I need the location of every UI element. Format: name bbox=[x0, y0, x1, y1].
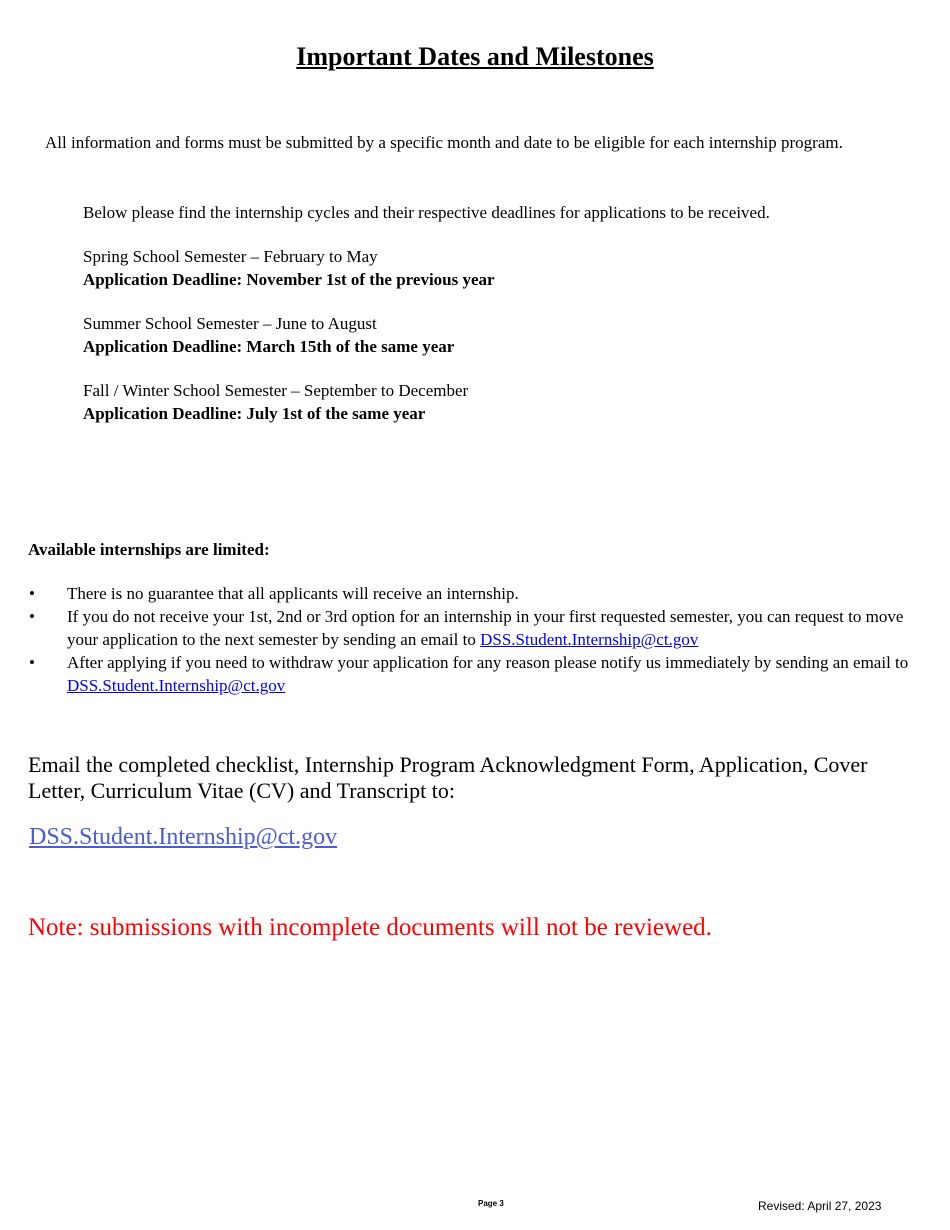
page-title: Important Dates and Milestones bbox=[296, 42, 654, 71]
cycle-deadline: Application Deadline: July 1st of the same year bbox=[83, 404, 426, 423]
cycles-intro: Below please find the internship cycles and their respective deadlines for applications to be received. bbox=[83, 203, 770, 222]
list-item-text: There is no guarantee that all applicants will receive an internship. bbox=[67, 584, 519, 603]
list-item bbox=[28, 582, 928, 605]
cycle-semester: Spring School Semester – February to May bbox=[83, 247, 378, 266]
cycle-deadline: Application Deadline: March 15th of the same year bbox=[83, 337, 455, 356]
availability-list bbox=[28, 582, 928, 697]
list-item bbox=[28, 605, 928, 651]
email-instructions: Email the completed checklist, Internship Program Acknowledgment Form, Application, Cover Letter, Curriculum Vitae (CV) and Transcript to: bbox=[28, 752, 868, 803]
internship-cycles bbox=[83, 201, 783, 425]
cycle-semester: Fall / Winter School Semester – September to December bbox=[83, 381, 469, 400]
cycle-spring bbox=[83, 245, 783, 291]
revised-date: Revised: April 27, 2023 bbox=[758, 1199, 882, 1213]
contact-email bbox=[29, 822, 337, 852]
cycle-semester: Summer School Semester – June to August bbox=[83, 314, 377, 333]
contact-email-link[interactable]: DSS.Student.Internship@ct.gov bbox=[29, 824, 338, 850]
cycle-deadline: Application Deadline: November 1st of the previous year bbox=[83, 270, 495, 289]
cycle-fall-winter bbox=[83, 379, 783, 425]
list-item-text: After applying if you need to withdraw your application for any reason please notify us immediately by sending an email to bbox=[67, 653, 909, 672]
email-link[interactable]: DSS.Student.Internship@ct.gov bbox=[67, 676, 286, 695]
incomplete-submission-note: Note: submissions with incomplete documents will not be reviewed. bbox=[28, 914, 712, 941]
email-link[interactable]: DSS.Student.Internship@ct.gov bbox=[480, 630, 699, 649]
list-item bbox=[28, 651, 928, 697]
intro-text: All information and forms must be submitted by a specific month and date to be eligible for each internship program. bbox=[45, 133, 843, 152]
page-number: Page 3 bbox=[478, 1199, 504, 1208]
cycle-summer bbox=[83, 312, 783, 358]
availability-heading: Available internships are limited: bbox=[28, 540, 270, 559]
list-item-text: If you do not receive your 1st, 2nd or 3rd option for an internship in your first requested semester, you can request to move your application to the next semester by sending an email to bbox=[67, 607, 904, 649]
